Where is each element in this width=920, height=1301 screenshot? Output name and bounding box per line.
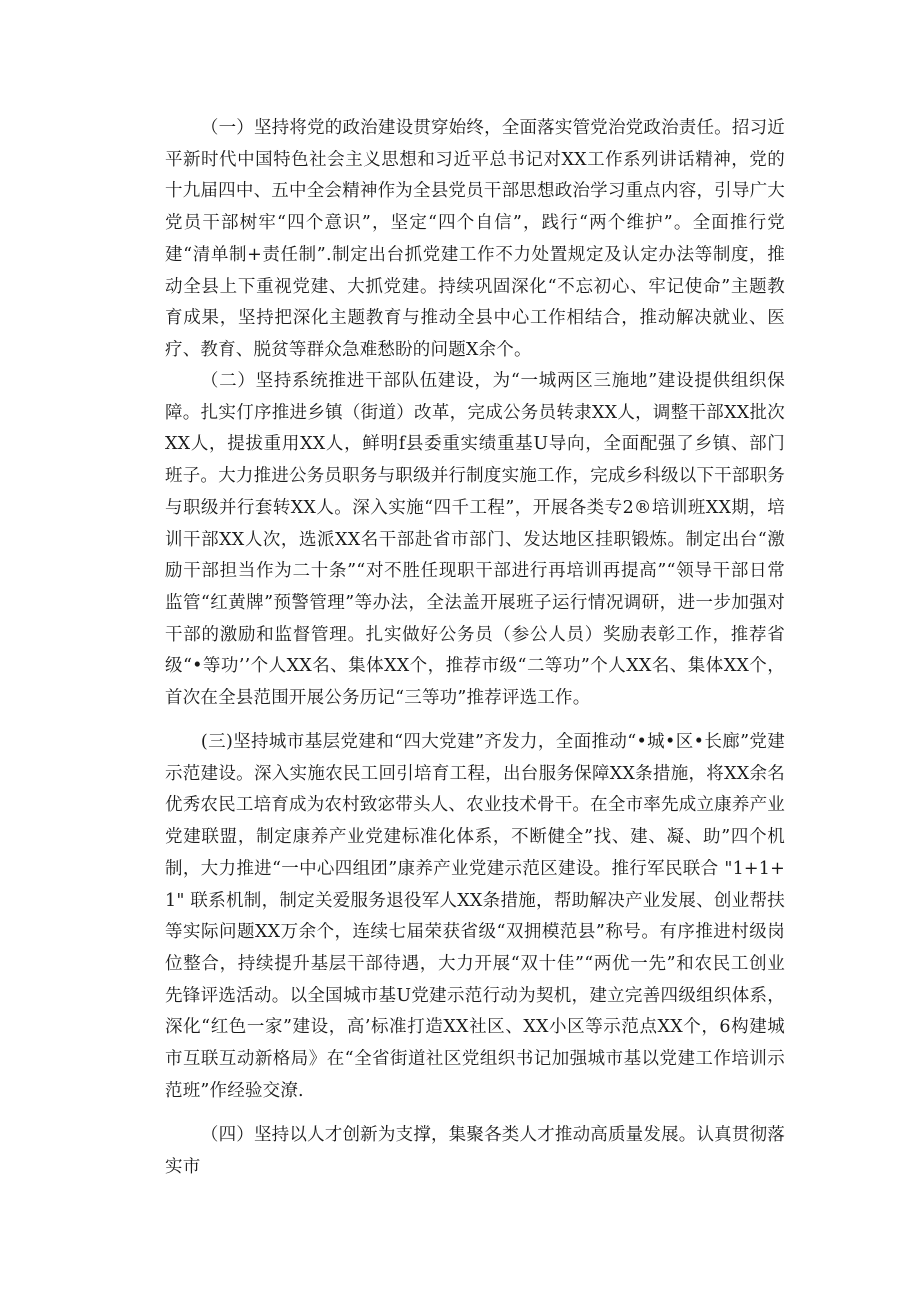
- paragraph-cadre-team: （二）坚持系统推进干部队伍建设，为“一城两区三施地”建设提供组织保障。扎实仃序推进乡镇（街道）改革，完成公务员转隶XX人，调整干部XX批次XX人，提拔重用XX人，鲜明f县委重实绩重基U导向，全面配强了乡镇、部门班子。大力推进公务员职务与职级并行制度实施工作，完成乡科级以下干部职务与职级并行套转XX人。深入实施“四千工程”，开展各类专2®培训班XX期，培训干部XX人次，选派XX名干部赴省市部门、发达地区挂职锻炼。制定出台“激励干部担当作为二十条”“对不胜任现职干部进行再培训再提高”“领导干部日常监管“红黄牌”预警管理”等办法，全法盖开展班子运行情况调研，进一步加强对干部的激励和监督管理。扎实做好公务员（参公人员）奖励表彰工作，推荐省级“•等功’’个人XX名、集体XX个，推荐市级“二等功”个人XX名、集体XX个，首次在全县范围开展公务历记“三等功”推荐评选工作。: [165, 371, 785, 709]
- paragraph-grassroots-party-building: (三)坚持城市基层党建和“四大党建”齐发力，全面推动“•城•区•长廊”党建示范建设。深入实施农民工回引培育工程，出台服务保障XX条措施，将XX余名优秀农民工培育成为农村致宓带头人、农业技术骨干。在全市率先成立康养产业党建联盟，制定康养产业党建标准化体系，不断健全”找、建、凝、助”四个机制，大力推进“一中心四组团”康养产业党建示范区建设。推行军民联合 "1+1+1" 联系机制，制定关爱服务退役军人XX条措施，帮助解决产业发展、创业帮扶等实际问题XX万余个，连续七届荣获省级“双拥模范县”称号。有序推进村级岗位整合，持续提升基层干部待遇，大力开展“双十佳”“两优一先”和农民工创业先锋评选活动。以全国城市基U党建示范行动为契机，建立完善四级组织体系，深化“红色一家”建设，高’标准打造XX社区、XX小区等示范点XX个，6构建城市互联互动新格局》在“全省街道社区党组织书记加强城市基以党建工作培训示范班”作经验交潦.: [165, 732, 785, 1101]
- paragraph-talent-innovation: （四）坚持以人才创新为支撑，集聚各类人才推动高质量发展。认真贯彻落实市: [165, 1125, 785, 1177]
- paragraph-political-building: （一）坚持将党的政治建设贯穿始终，全面落实管党治党政治责任。招习近平新时代中国特色社会主义思想和习近平总书记对XX工作系列讲话精神，党的十九届四中、五中全会精神作为全县党员干部思想政治学习重点内容，引导广大党员干部树牢“四个意识”，坚定“四个自信”，践行“两个维护”。全面推行党建“清单制+责任制”.制定出台抓党建工作不力处置规定及认定办法等制度，推动全县上下重视党建、大抓党建。持续巩固深化“不忘初心、牢记使命”主题教育成果，坚持把深化主题教育与推动全县中心工作相结合，推动解决就业、医疗、教育、脱贫等群众急难愁盼的问题X余个。: [165, 118, 785, 360]
